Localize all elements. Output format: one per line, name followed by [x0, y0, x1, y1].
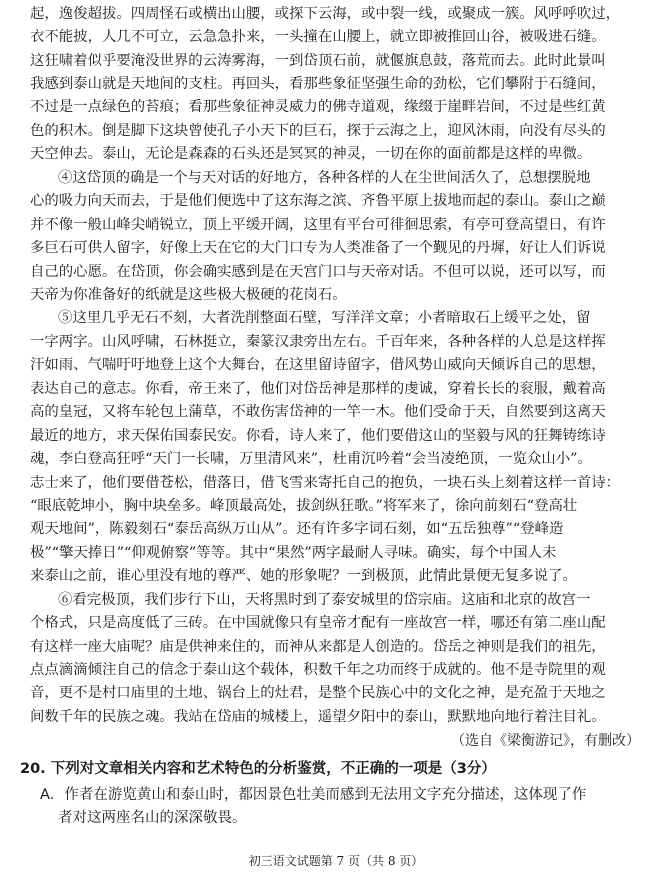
text-line: 个格式，只是高度低了三砖。在中国就像只有皇帝才配有一座故宫一样，哪还有第二座山配 [30, 615, 606, 632]
text-line: 自己的心愿。在岱顶，你会确实感到是在天宫门口与天帝对话。不但可以说，还可以写，而 [30, 263, 606, 280]
source-citation: （选自《梁衡游记》，有删改） [451, 733, 640, 750]
text-line: 来泰山之前，谁心里没有地的尊严、她的形象呢？一到极顶，此情此景便无复多说了。 [30, 568, 577, 585]
text-line: 多巨石可供人留字，好像上天在它的大门口专为人类准备了一个觐见的丹墀，好让人们诉说 [30, 240, 606, 257]
text-line: 不过是一点绿色的苔痕；看那些象征神灵威力的佛寺道观，缘缀于崖畔岩间，不过是些红黄 [30, 99, 606, 116]
text-line: ④这岱顶的确是一个与天对话的好地方，各种各样的人在尘世间活久了，总想摆脱地 [58, 169, 591, 186]
text-line: 衣不能披，人几不可立，云急急扑来，一头撞在山腰上，就立即被推回山谷，被吸进石缝。 [30, 29, 606, 46]
text-line: 一字两字。山风呼啸，石林挺立，秦篆汉隶旁出左右。千百年来，各种各样的人总是这样挥 [30, 333, 606, 350]
text-line: 观天地间”，陈毅刻石“泰岳高纵万山从”。还有许多字词石刻，如“五岳独尊”“登峰造 [30, 521, 564, 538]
text-line: 并不像一般山峰尖峭锐立，顶上平缓开阔，这里有平台可徘徊思索，有亭可登高望日，有许 [30, 216, 606, 233]
page-footer: 初三语文试题第 7 页（共 8 页） [248, 854, 424, 868]
text-line: 天帝为你准备好的纸就是这些极大极硬的花岗石。 [30, 286, 347, 303]
text-line: 魂，李白登高狂呼“天门一长啸，万里清风来”，杜甫沉吟着“会当凌绝顶，一览众山小”。 [30, 451, 592, 468]
text-line: 表达自己的意志。你看，帝王来了，他们对岱岳神是那样的虔诚，穿着长长的衮服，戴着高 [30, 380, 606, 397]
text-line: 心的吸力向天而去，于是他们便选中了这东海之滨、齐鲁平原上拔地而起的泰山。泰山之巅 [30, 193, 606, 210]
text-line: 高的皇冠，又将车轮包上蒲草，不敢伤害岱神的一竿一木。他们受命于天，自然要到这离天 [30, 404, 606, 421]
text-line: 点点滴滴倾注自己的信念于泰山这个载体，积数千年之功而终于成就的。他不是寺院里的观 [30, 662, 606, 679]
text-line: 最近的地方，求天保佑国泰民安。你看，诗人来了，他们要借这山的坚毅与风的狂舞铸练诗 [30, 427, 606, 444]
text-line: “眼底乾坤小，胸中块垒多。峰顶最高处，拔剑纵狂歌。”将军来了，徐向前刻石“登高壮 [30, 497, 578, 514]
text-line: 色的积木。倒是脚下这块曾使孔子小天下的巨石，探于云海之上，迎风沐雨，向没有尽头的 [30, 122, 606, 139]
text-line: 极”“擎天捧日”“仰观俯察”等等。其中“果然”两字最耐人寻味。确实，每个中国人未 [30, 544, 557, 561]
text-line: 起，逸俊超拔。四周怪石或横出山腰，或探下云海，或中裂一线，或聚成一簇。风呼呼吹过， [30, 5, 621, 22]
text-line: 汗如雨、气喘吁吁地登上这个大舞台，在这里留诗留字，借风势山威向天倾诉自己的思想， [30, 357, 606, 374]
option-a-continued: 者对这两座名山的深深敬畏。 [58, 810, 247, 827]
text-line: 有这样一座大庙呢？庙是供神来住的，而神从来都是人创造的。岱岳之神则是我们的祖先， [30, 638, 606, 655]
text-line: 我感到泰山就是天地间的支柱。再回头，看那些象征坚强生命的劲松，它们攀附于石缝间， [30, 75, 606, 92]
text-line: 音，更不是村口庙里的土地、锅台上的灶君，是整个民族心中的文化之神，是充盈于天地之 [30, 685, 606, 702]
text-line: 这狂啸着似乎要淹没世界的云涛雾海，一到岱顶石前，就偃旗息鼓，落荒而去。此时此景叫 [30, 52, 606, 69]
option-a: A．作者在游览黄山和泰山时，都因景色壮美而感到无法用文字充分描述，这体现了作 [40, 786, 587, 803]
text-line: ⑤这里几乎无石不刻，大者洗削整面石壁，写洋洋文章；小者暗取石上缓平之处，留 [58, 310, 591, 327]
text-line: ⑥看完极顶，我们步行下山，天将黑时到了泰安城里的岱宗庙。这庙和北京的故宫一 [58, 591, 591, 608]
text-line: 志士来了，他们要借苍松，借落日，借飞雪来寄托自己的抱负，一块石头上刻着这样一首诗： [30, 474, 621, 491]
question-20: 20. 下列对文章相关内容和艺术特色的分析鉴赏，不正确的一项是（3分） [20, 761, 496, 778]
text-line: 间数千年的民族之魂。我站在岱庙的城楼上，遥望夕阳中的泰山，默默地向地行着注目礼。 [30, 708, 606, 725]
text-line: 天空伸去。泰山，无论是森森的石头还是冥冥的神灵，一切在你的面前都是这样的卑微。 [30, 146, 592, 163]
